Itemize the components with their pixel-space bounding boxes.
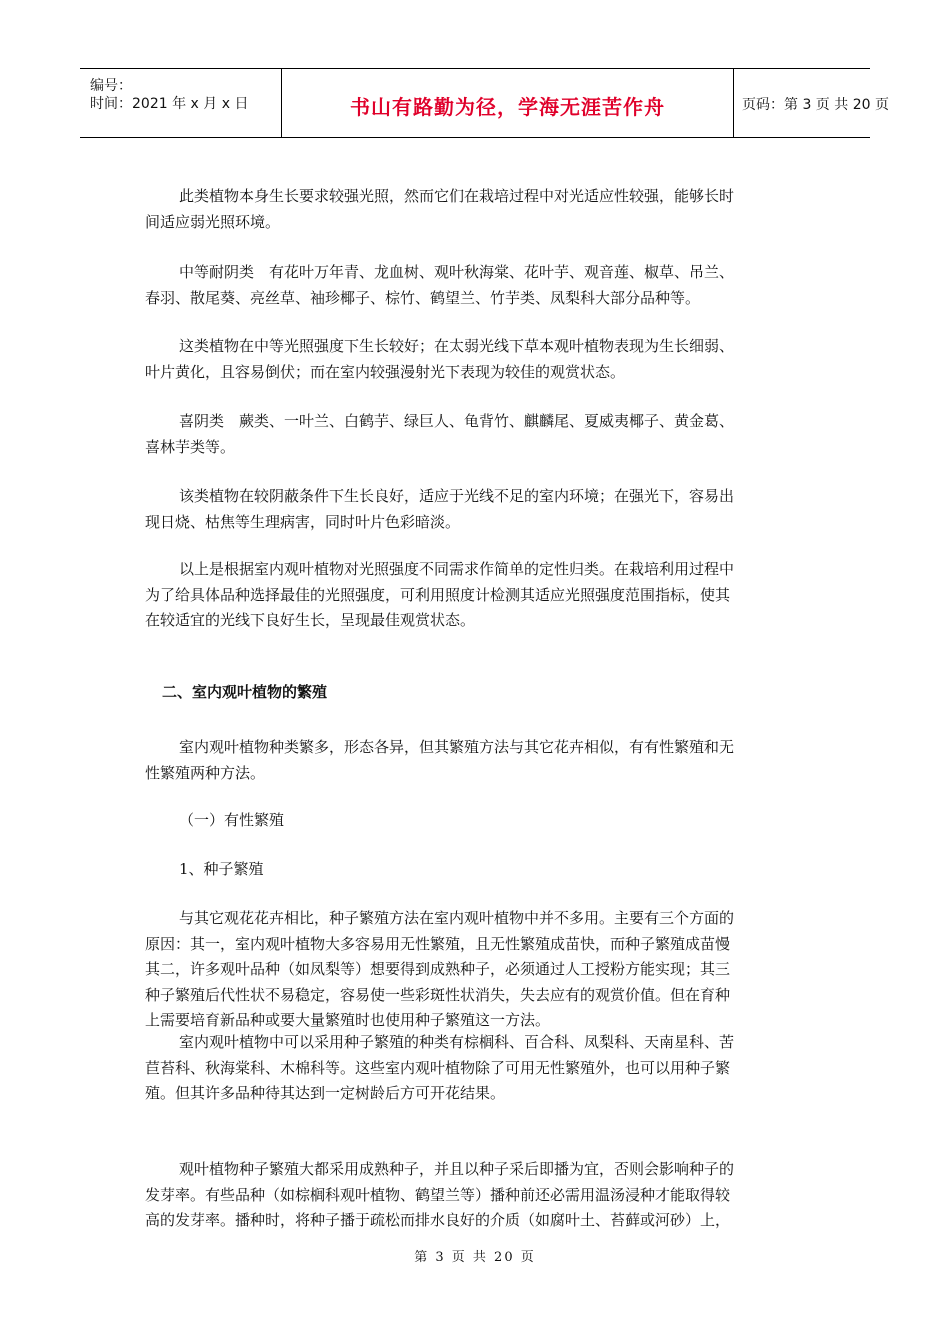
text-line: 发芽率。有些品种（如棕榈科观叶植物、鹤望兰等）播种前还必需用温汤浸种才能取得较 <box>145 1185 731 1204</box>
paragraph <box>145 184 815 235</box>
text-line: 观叶植物种子繁殖大都采用成熟种子，并且以种子采后即播为宜，否则会影响种子的 <box>179 1160 735 1178</box>
subsection-heading <box>179 857 579 883</box>
text-line: 现日烧、枯焦等生理病害，同时叶片色彩暗淡。 <box>145 512 461 531</box>
text-line: 室内观叶植物种类繁多，形态各异，但其繁殖方法与其它花卉相似，有有性繁殖和无 <box>179 738 735 756</box>
text-line: 种子繁殖后代性状不易稳定，容易使一些彩斑性状消失，失去应有的观赏价值。但在育种 <box>145 985 731 1004</box>
paragraph <box>145 1157 815 1234</box>
text-line: 为了给具体品种选择最佳的光照强度，可利用照度计检测其适应光照强度范围指标，使其 <box>145 585 731 604</box>
header-page-number: 页码：第 3 页 共 20 页 <box>742 97 889 113</box>
document-number-label: 编号： <box>90 78 132 94</box>
header-motto: 书山有路勤为径，学海无涯苦作舟 <box>350 95 665 119</box>
subsection-title: （一）有性繁殖 <box>179 811 285 829</box>
text-line: 高的发芽率。播种时，将种子播于疏松而排水良好的介质（如腐叶土、苔藓或河砂）上， <box>145 1211 731 1229</box>
header-motto-cell <box>282 69 734 137</box>
paragraph <box>145 735 815 786</box>
page-footer: 第 3 页 共 20 页 <box>414 1250 536 1265</box>
paragraph <box>145 557 815 634</box>
paragraph <box>145 906 815 1034</box>
text-line: 在较适宜的光线下良好生长，呈现最佳观赏状态。 <box>145 611 476 629</box>
text-line: 这类植物在中等光照强度下生长较好；在太弱光线下草本观叶植物表现为生长细弱、 <box>179 337 735 355</box>
paragraph <box>145 1030 815 1107</box>
text-line: 叶片黄化，且容易倒伏；而在室内较强漫射光下表现为较佳的观赏状态。 <box>145 362 626 381</box>
subsection-heading <box>179 808 579 834</box>
header-page-cell <box>734 69 889 137</box>
text-line: 与其它观花花卉相比，种子繁殖方法在室内观叶植物中并不多用。主要有三个方面的 <box>179 909 735 927</box>
text-line: 喜阴类 蕨类、一叶兰、白鹤芋、绿巨人、龟背竹、麒麟尾、夏威夷椰子、黄金葛、 <box>179 412 735 430</box>
document-date: 时间：2021 年 x 月 x 日 <box>90 96 249 112</box>
page-header <box>80 68 889 138</box>
text-line: 上需要培育新品种或要大量繁殖时也使用种子繁殖这一方法。 <box>145 1011 551 1029</box>
text-line: 殖。但其许多品种待其达到一定树龄后方可开花结果。 <box>145 1084 506 1102</box>
text-line: 苣苔科、秋海棠科、木棉科等。这些室内观叶植物除了可用无性繁殖外，也可以用种子繁 <box>145 1058 731 1077</box>
text-line: 性繁殖两种方法。 <box>145 763 266 782</box>
text-line: 其二，许多观叶品种（如凤梨等）想要得到成熟种子，必须通过人工授粉方能实现；其三 <box>145 960 731 978</box>
paragraph <box>145 484 815 535</box>
text-line: 中等耐阴类 有花叶万年青、龙血树、观叶秋海棠、花叶芋、观音莲、椒草、吊兰、 <box>179 263 735 281</box>
text-line: 此类植物本身生长要求较强光照，然而它们在栽培过程中对光适应性较强，能够长时 <box>179 187 735 205</box>
header-meta-cell <box>80 69 282 137</box>
text-line: 喜林芋类等。 <box>145 437 236 456</box>
subsection-title: 1、种子繁殖 <box>179 860 264 878</box>
paragraph <box>145 409 815 460</box>
text-line: 间适应弱光照环境。 <box>145 212 281 231</box>
text-line: 以上是根据室内观叶植物对光照强度不同需求作简单的定性归类。在栽培利用过程中 <box>179 560 735 578</box>
text-line: 该类植物在较阴蔽条件下生长良好，适应于光线不足的室内环境；在强光下，容易出 <box>179 487 735 505</box>
text-line: 春羽、散尾葵、亮丝草、袖珍椰子、棕竹、鹤望兰、竹芋类、凤梨科大部分品种等。 <box>145 288 701 307</box>
paragraph <box>145 260 815 311</box>
text-line: 室内观叶植物中可以采用种子繁殖的种类有棕榈科、百合科、凤梨科、天南星科、苦 <box>179 1033 735 1051</box>
section-heading: 二、室内观叶植物的繁殖 <box>162 683 328 701</box>
paragraph <box>145 334 815 385</box>
text-line: 原因：其一，室内观叶植物大多容易用无性繁殖，且无性繁殖成苗快，而种子繁殖成苗慢 <box>145 934 731 953</box>
